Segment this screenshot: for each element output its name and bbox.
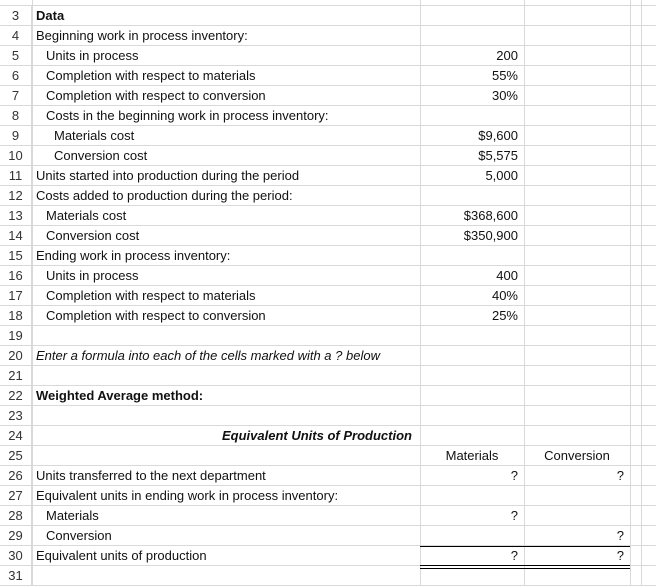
row-number[interactable]: 6 <box>0 66 32 86</box>
cell-value[interactable]: $368,600 <box>463 208 518 223</box>
cell-label[interactable]: Data <box>36 8 65 23</box>
cell-label[interactable]: Costs added to production during the period: <box>36 188 293 203</box>
sheet-row <box>0 406 656 426</box>
cell-label[interactable]: Weighted Average method: <box>36 388 204 403</box>
total-double-underline-materials <box>420 565 524 569</box>
sheet-row <box>0 86 656 106</box>
cell-label[interactable]: Enter a formula into each of the cells marked with a ? below <box>36 348 380 363</box>
sheet-row <box>0 166 656 186</box>
row-number[interactable]: 8 <box>0 106 32 126</box>
cell-value[interactable]: 30% <box>491 88 518 103</box>
sheet-row <box>0 426 656 446</box>
cell-label[interactable]: Equivalent units of production <box>36 548 207 563</box>
cell-label[interactable]: Beginning work in process inventory: <box>36 28 248 43</box>
cell-label[interactable]: Units in process <box>46 48 139 63</box>
row-number[interactable]: 21 <box>0 366 32 386</box>
sheet-row <box>0 106 656 126</box>
row-number[interactable]: 18 <box>0 306 32 326</box>
sheet-row <box>0 186 656 206</box>
row-number[interactable]: 4 <box>0 26 32 46</box>
cell-value[interactable]: 200 <box>496 48 518 63</box>
row-number[interactable]: 12 <box>0 186 32 206</box>
cell-label[interactable]: Completion with respect to conversion <box>46 308 266 323</box>
sheet-row <box>0 446 656 466</box>
cell-value[interactable]: ? <box>616 468 624 483</box>
row-number[interactable]: 27 <box>0 486 32 506</box>
cell-label[interactable]: Ending work in process inventory: <box>36 248 231 263</box>
column-divider-e <box>641 0 642 586</box>
cell-value[interactable]: 55% <box>491 68 518 83</box>
sheet-row <box>0 326 656 346</box>
row-number[interactable]: 15 <box>0 246 32 266</box>
sheet-row <box>0 286 656 306</box>
sheet-row <box>0 306 656 326</box>
cell-label[interactable]: Units started into production during the period <box>36 168 300 183</box>
cell-value[interactable]: 25% <box>491 308 518 323</box>
cell-label[interactable]: Materials <box>46 508 99 523</box>
sheet-row <box>0 146 656 166</box>
sheet-row <box>0 366 656 386</box>
total-underline-materials <box>420 546 524 547</box>
sheet-row <box>0 226 656 246</box>
cell-label[interactable]: Costs in the beginning work in process inventory: <box>46 108 329 123</box>
cell-value[interactable]: ? <box>510 508 518 523</box>
sheet-row <box>0 486 656 506</box>
cell-label[interactable]: Equivalent units in ending work in process inventory: <box>36 488 339 503</box>
row-number[interactable]: 25 <box>0 446 32 466</box>
row-number[interactable]: 5 <box>0 46 32 66</box>
cell-value[interactable]: ? <box>616 548 624 563</box>
row-number[interactable]: 22 <box>0 386 32 406</box>
sheet-row <box>0 386 656 406</box>
row-number[interactable]: 7 <box>0 86 32 106</box>
total-double-underline-conversion <box>524 565 630 569</box>
column-divider-a <box>32 0 33 586</box>
cell-label[interactable]: Conversion cost <box>46 228 140 243</box>
row-number[interactable]: 17 <box>0 286 32 306</box>
cell-value[interactable]: ? <box>616 528 624 543</box>
row-number[interactable]: 3 <box>0 6 32 26</box>
row-number[interactable]: 30 <box>0 546 32 566</box>
cell-value[interactable]: 40% <box>491 288 518 303</box>
cell-value[interactable]: 400 <box>496 268 518 283</box>
cell-value[interactable]: $5,575 <box>478 148 518 163</box>
sheet-row <box>0 26 656 46</box>
section-title[interactable]: Equivalent Units of Production <box>222 428 412 443</box>
cell-value[interactable]: ? <box>510 468 518 483</box>
sheet-row <box>0 346 656 366</box>
row-number[interactable]: 19 <box>0 326 32 346</box>
cell-value[interactable]: ? <box>510 548 518 563</box>
cell-label[interactable]: Materials cost <box>46 208 127 223</box>
sheet-row <box>0 46 656 66</box>
row-number[interactable]: 10 <box>0 146 32 166</box>
row-number[interactable]: 14 <box>0 226 32 246</box>
row-number[interactable]: 29 <box>0 526 32 546</box>
sheet-row <box>0 546 656 566</box>
row-number[interactable]: 24 <box>0 426 32 446</box>
total-underline-conversion <box>524 546 630 547</box>
cell-value[interactable]: 5,000 <box>485 168 518 183</box>
sheet-row <box>0 506 656 526</box>
cell-value[interactable]: $9,600 <box>478 128 518 143</box>
sheet-row <box>0 526 656 546</box>
sheet-row <box>0 246 656 266</box>
sheet-row <box>0 126 656 146</box>
column-divider-b <box>420 0 421 586</box>
sheet-row <box>0 6 656 26</box>
row-number[interactable]: 23 <box>0 406 32 426</box>
cell-label[interactable]: Materials cost <box>54 128 135 143</box>
cell-label[interactable]: Completion with respect to materials <box>46 68 256 83</box>
cell-label[interactable]: Conversion <box>46 528 112 543</box>
row-number[interactable]: 20 <box>0 346 32 366</box>
cell-label[interactable]: Units transferred to the next department <box>36 468 266 483</box>
column-header-conversion[interactable]: Conversion <box>544 448 610 463</box>
column-header-materials[interactable]: Materials <box>445 448 499 463</box>
cell-value[interactable]: $350,900 <box>463 228 518 243</box>
row-number[interactable]: 9 <box>0 126 32 146</box>
sheet-row <box>0 266 656 286</box>
sheet-row <box>0 466 656 486</box>
cell-label[interactable]: Conversion cost <box>54 148 148 163</box>
cell-label[interactable]: Units in process <box>46 268 139 283</box>
column-divider-d <box>630 0 631 586</box>
sheet-row <box>0 206 656 226</box>
row-number[interactable]: 11 <box>0 166 32 186</box>
row-number[interactable]: 31 <box>0 566 32 586</box>
row-number[interactable]: 16 <box>0 266 32 286</box>
row-number[interactable]: 26 <box>0 466 32 486</box>
row-number[interactable]: 13 <box>0 206 32 226</box>
column-divider-c <box>524 0 525 586</box>
cell-label[interactable]: Completion with respect to materials <box>46 288 256 303</box>
sheet-row <box>0 566 656 586</box>
cell-label[interactable]: Completion with respect to conversion <box>46 88 266 103</box>
sheet-row <box>0 66 656 86</box>
row-number[interactable]: 28 <box>0 506 32 526</box>
